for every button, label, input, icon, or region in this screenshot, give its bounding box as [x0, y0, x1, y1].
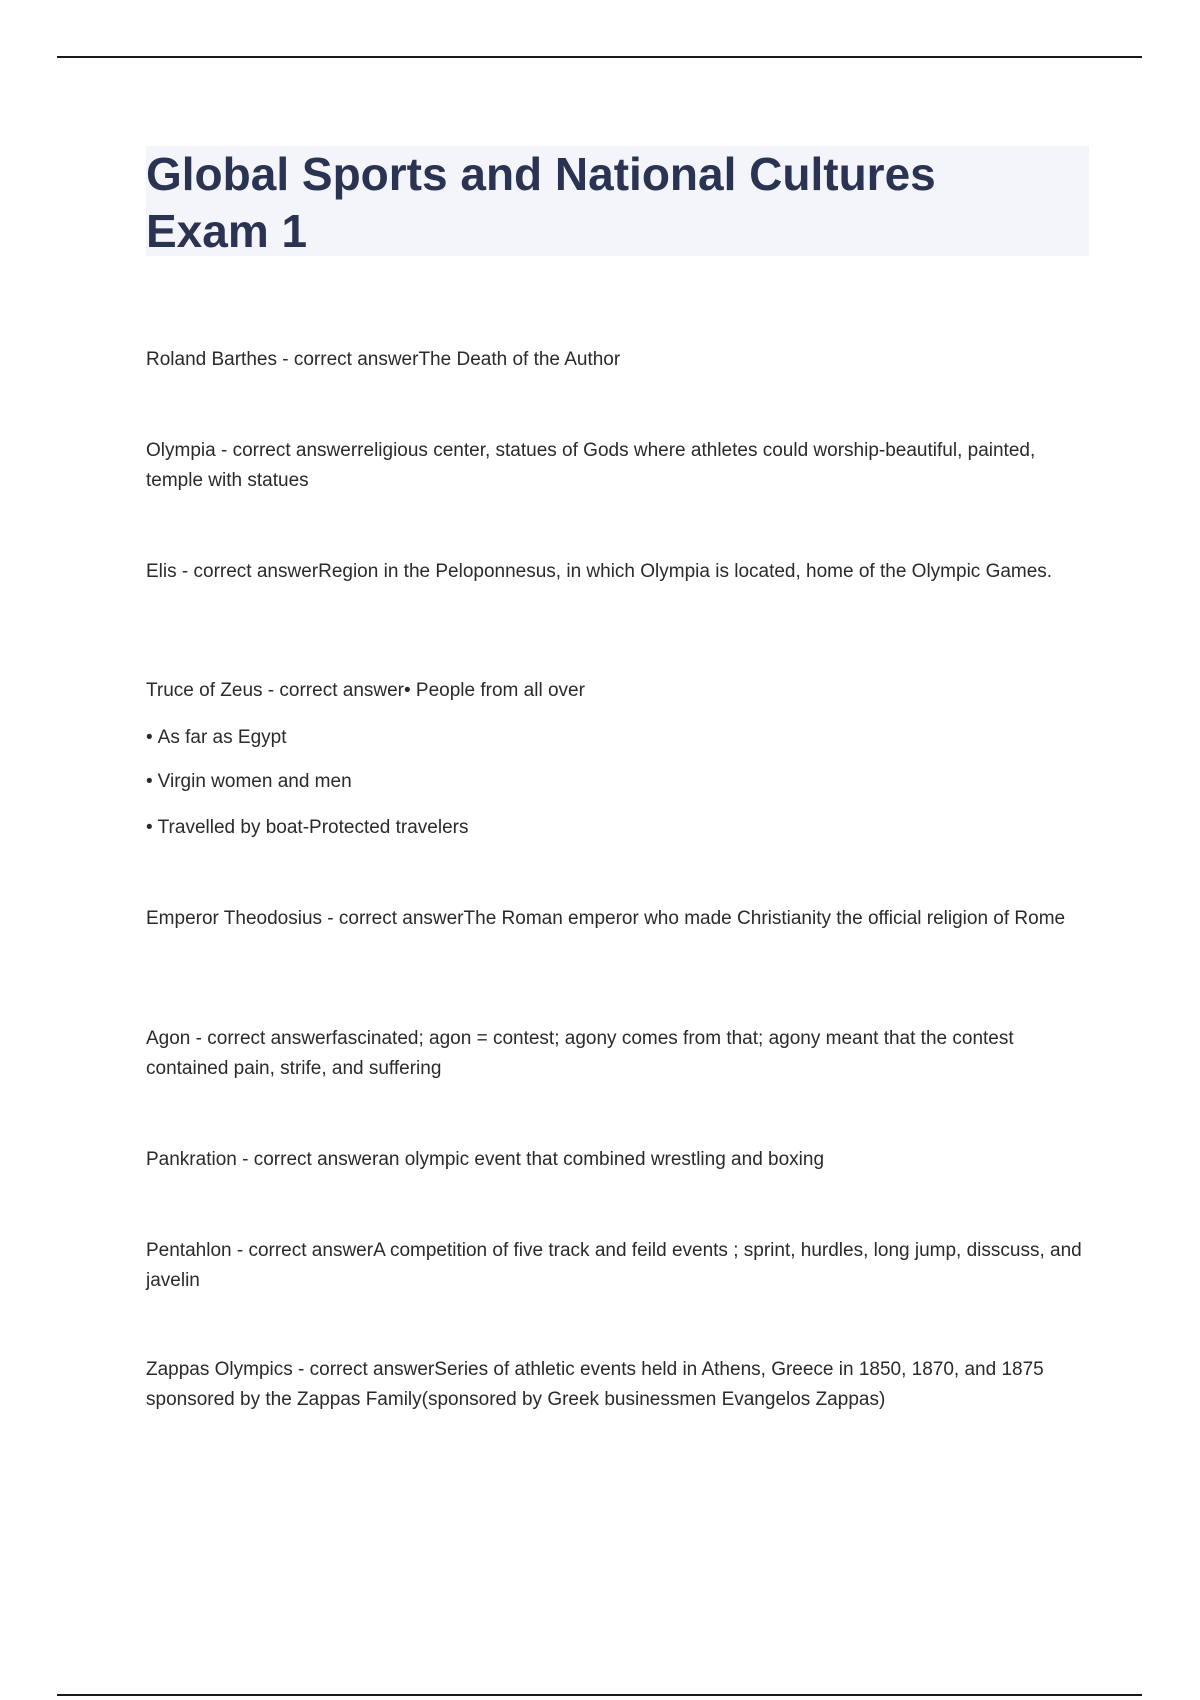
truce-bullet [146, 723, 287, 753]
truce-bullet [146, 767, 352, 797]
entry-term: Truce of Zeus [146, 680, 263, 701]
bullet-glyph: • [146, 727, 153, 748]
entry-term: Pankration [146, 1149, 237, 1170]
bullet-glyph: • [146, 817, 153, 838]
entry-olympia [146, 436, 1091, 496]
entry-separator: - correct answer [236, 1149, 379, 1170]
entry-pankration [146, 1145, 1091, 1175]
entry-separator: - correct answer [231, 1240, 374, 1261]
bullet-text: As far as Egypt [157, 727, 287, 748]
entry-term: Agon [146, 1028, 191, 1049]
entry-separator: - correct answer [322, 908, 464, 929]
entry-term: Elis [146, 561, 177, 582]
entry-zappas-olympics [146, 1355, 1091, 1415]
entry-answer: The Death of the Author [418, 349, 621, 370]
entry-separator: - correct answer [292, 1359, 435, 1380]
entry-answer: Series of athletic events held in Athens, Greece in 1850, 1870, and 1875 sponsored by the Zappas Family(sponsored by Greek businessmen Evangelos Zappas) [146, 1359, 1044, 1410]
entry-answer: fascinated; agon = contest; agony comes from that; agony meant that the contest contained pain, strife, and suffering [146, 1028, 1014, 1079]
title-banner [146, 146, 1089, 256]
bottom-rule [57, 1694, 1142, 1696]
entry-emperor-theodosius [146, 904, 1091, 934]
entry-term: Emperor Theodosius [146, 908, 323, 929]
entry-term: Roland Barthes [146, 349, 277, 370]
entry-answer: an olympic event that combined wrestling and boxing [378, 1149, 825, 1170]
entry-roland-barthes [146, 345, 1091, 375]
entry-agon [146, 1024, 1091, 1084]
entry-answer: The Roman emperor who made Christianity the official religion of Rome [463, 908, 1066, 929]
entry-answer: A competition of five track and feild events ; sprint, hurdles, long jump, disscuss, and javelin [146, 1240, 1082, 1291]
top-rule [57, 56, 1142, 58]
bullet-text: Virgin women and men [157, 771, 352, 792]
entry-answer: • People from all over [404, 680, 585, 701]
entry-term: Pentahlon [146, 1240, 232, 1261]
entry-separator: - correct answer [190, 1028, 332, 1049]
bullet-text: Travelled by boat-Protected travelers [157, 817, 469, 838]
entry-separator: - correct answer [176, 561, 319, 582]
entry-answer: religious center, statues of Gods where athletes could worship-beautiful, painted, temple with statues [146, 440, 1036, 491]
truce-bullet [146, 813, 468, 843]
entry-elis [146, 557, 1091, 587]
entry-separator: - correct answer [215, 440, 358, 461]
entry-pentahlon [146, 1236, 1091, 1296]
entry-term: Zappas Olympics [146, 1359, 293, 1380]
entry-separator: - correct answer [262, 680, 404, 701]
document-title: Global Sports and National Cultures Exam 1 [146, 148, 936, 257]
entry-separator: - correct answer [276, 349, 419, 370]
bullet-glyph: • [146, 771, 153, 792]
entry-term: Olympia [146, 440, 216, 461]
entry-answer: Region in the Peloponnesus, in which Olympia is located, home of the Olympic Games. [318, 561, 1053, 582]
entry-truce-of-zeus [146, 676, 1091, 706]
